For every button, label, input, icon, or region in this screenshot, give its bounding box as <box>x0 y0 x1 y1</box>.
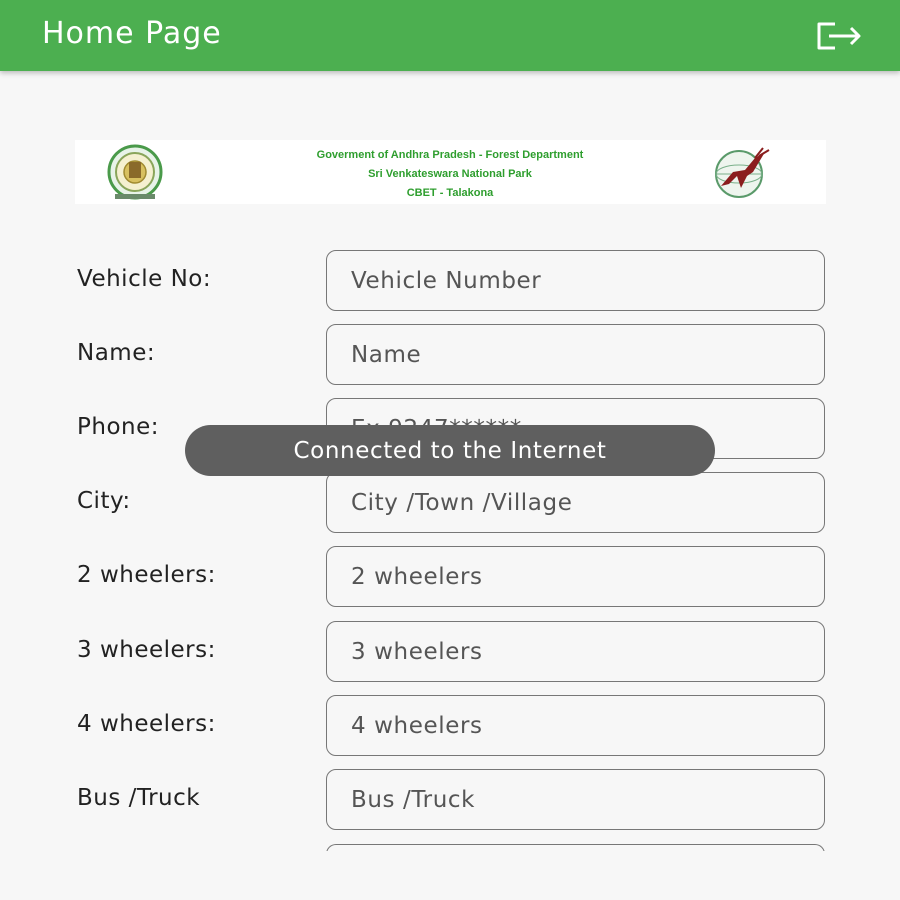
form-row-4-wheelers <box>0 695 900 757</box>
name-input[interactable] <box>326 324 825 385</box>
banner-line-park: Sri Venkateswara National Park <box>368 168 532 180</box>
vehicle-no-label: Vehicle No: <box>77 266 212 292</box>
form-row-vehicle-no <box>0 250 900 312</box>
header-banner <box>75 140 826 204</box>
banner-line-cbet: CBET - Talakona <box>406 187 494 199</box>
two-wheelers-label: 2 wheelers: <box>77 562 216 588</box>
name-label: Name: <box>77 340 156 366</box>
vehicle-number-input[interactable] <box>326 250 825 311</box>
bus-truck-input[interactable] <box>326 769 825 830</box>
two-wheelers-input[interactable] <box>326 546 825 607</box>
banner-text <box>215 146 685 203</box>
scroll-clip <box>0 851 900 900</box>
phone-label: Phone: <box>77 414 159 440</box>
four-wheelers-input[interactable] <box>326 695 825 756</box>
logout-icon <box>815 21 865 51</box>
logout-button[interactable] <box>810 16 870 56</box>
form-row-3-wheelers <box>0 621 900 683</box>
four-wheelers-label: 4 wheelers: <box>77 711 216 737</box>
form-row-2-wheelers <box>0 546 900 608</box>
form-row-bus-truck <box>0 769 900 831</box>
park-logo-icon <box>693 146 805 200</box>
page-title: Home Page <box>42 16 222 51</box>
app-bar <box>0 0 900 71</box>
connection-toast: Connected to the Internet <box>185 425 715 476</box>
form-row-name <box>0 324 900 386</box>
city-label: City: <box>77 488 131 514</box>
state-emblem-icon <box>85 144 190 200</box>
form-row-city <box>0 472 900 534</box>
banner-line-department: Goverment of Andhra Pradesh - Forest Department <box>316 149 584 161</box>
three-wheelers-input[interactable] <box>326 621 825 682</box>
bus-truck-label: Bus /Truck <box>77 785 201 811</box>
city-input[interactable] <box>326 472 825 533</box>
three-wheelers-label: 3 wheelers: <box>77 637 216 663</box>
